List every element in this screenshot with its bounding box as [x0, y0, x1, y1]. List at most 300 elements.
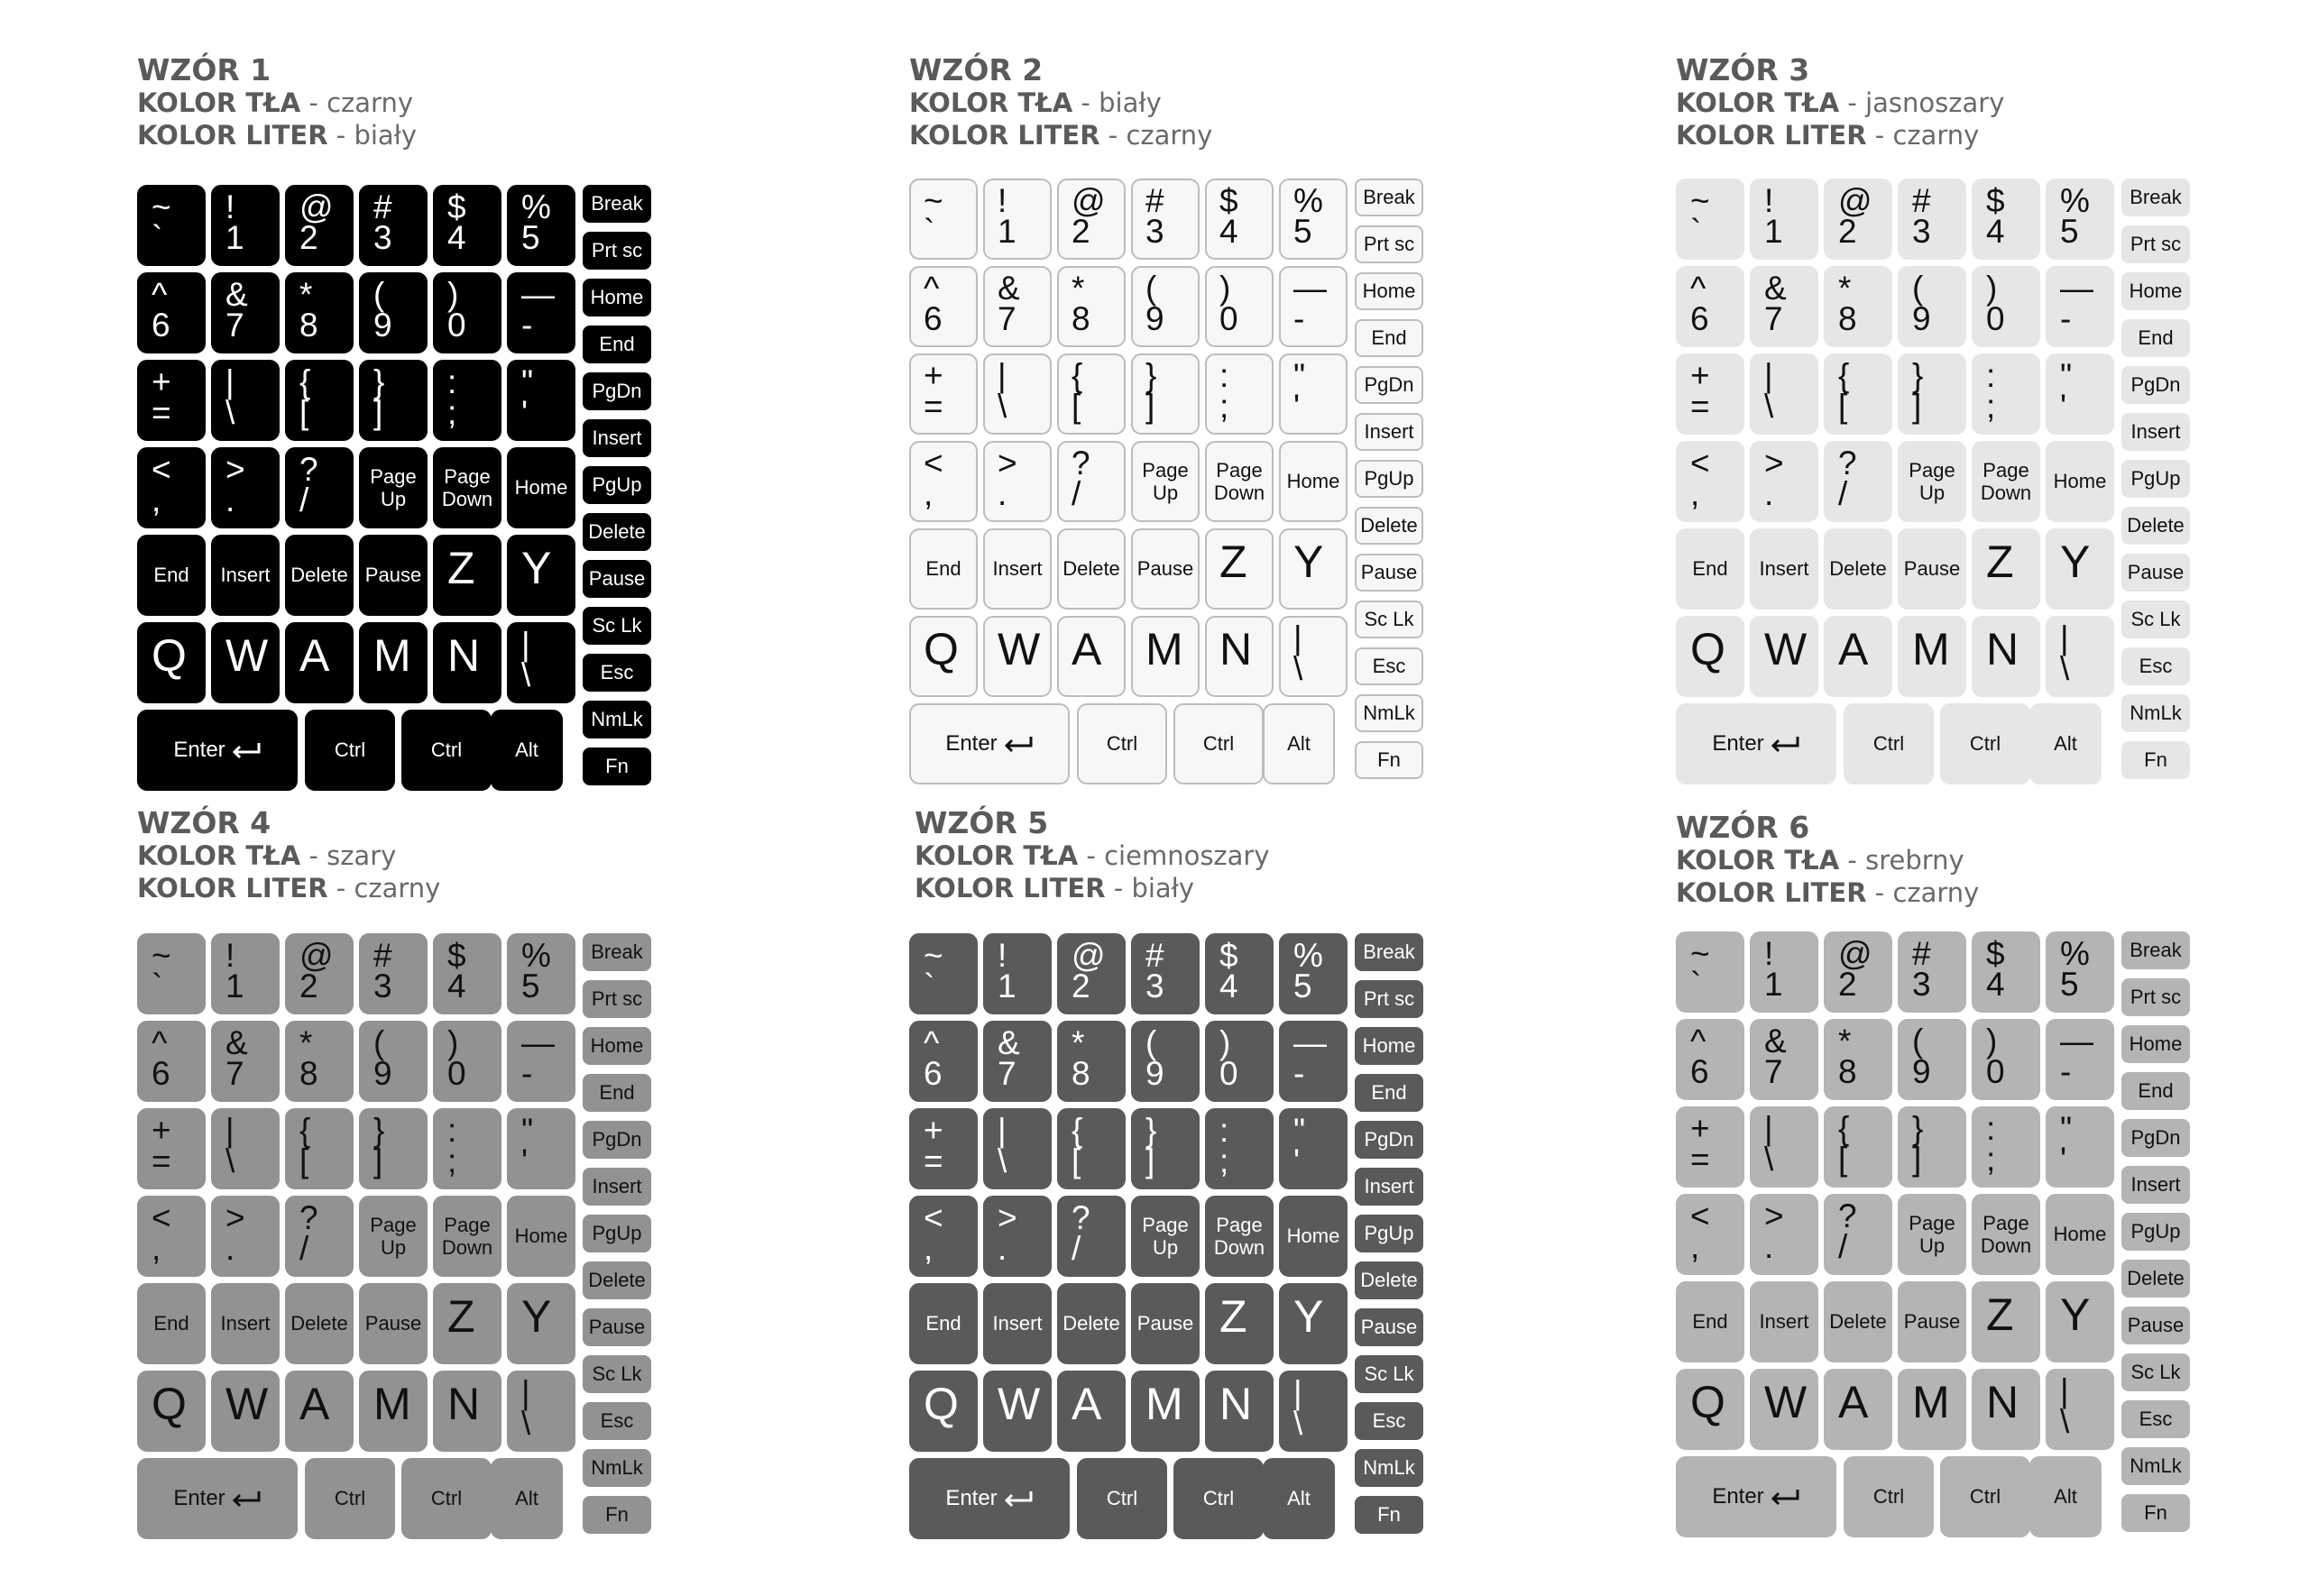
- key-symbol-symbol[interactable]: [1750, 1194, 1818, 1275]
- key-enter[interactable]: [137, 710, 298, 791]
- side-key-insert[interactable]: [583, 419, 651, 457]
- key-ctrl[interactable]: [1173, 703, 1264, 784]
- key-symbol-7[interactable]: [1750, 1019, 1818, 1100]
- key-symbol-symbol[interactable]: [211, 447, 280, 528]
- side-key-esc[interactable]: [583, 654, 651, 692]
- key-symbol-4[interactable]: [1205, 179, 1274, 260]
- key-symbol-symbol[interactable]: [1131, 353, 1200, 435]
- side-key-esc[interactable]: [1355, 1402, 1423, 1440]
- key-w[interactable]: [211, 1371, 280, 1452]
- key-page-up[interactable]: [1131, 1196, 1200, 1277]
- key-symbol-5[interactable]: [1279, 933, 1348, 1014]
- side-key-esc[interactable]: [2121, 647, 2190, 685]
- key-symbol-symbol[interactable]: [1676, 1194, 1744, 1275]
- side-key-home[interactable]: [2121, 272, 2190, 310]
- key-page-down[interactable]: [433, 447, 501, 528]
- key-delete[interactable]: [285, 1283, 354, 1364]
- key-q[interactable]: [137, 622, 206, 703]
- key-z[interactable]: [1205, 1283, 1274, 1364]
- side-key-nmlk[interactable]: [1355, 694, 1423, 732]
- key-symbol-symbol[interactable]: [1972, 1106, 2040, 1188]
- key-q[interactable]: [1676, 616, 1744, 697]
- key-symbol-symbol[interactable]: [137, 1196, 206, 1277]
- key-symbol-symbol[interactable]: [1824, 1194, 1892, 1275]
- key-a[interactable]: [285, 1371, 354, 1452]
- key-symbol-symbol[interactable]: [1676, 353, 1744, 435]
- key-insert[interactable]: [1750, 1281, 1818, 1362]
- key-symbol-symbol[interactable]: [2046, 1019, 2114, 1100]
- side-key-pause[interactable]: [583, 560, 651, 598]
- key-symbol-symbol[interactable]: [909, 1108, 978, 1189]
- key-symbol-2[interactable]: [285, 933, 354, 1014]
- side-key-pause[interactable]: [583, 1308, 651, 1346]
- side-key-nmlk[interactable]: [1355, 1449, 1423, 1487]
- key-symbol-symbol[interactable]: [2046, 266, 2114, 347]
- key-delete[interactable]: [1824, 1281, 1892, 1362]
- key-a[interactable]: [1824, 1369, 1892, 1450]
- key-z[interactable]: [433, 535, 501, 616]
- key-delete[interactable]: [1057, 528, 1126, 610]
- key-ctrl[interactable]: [305, 710, 395, 791]
- key-y[interactable]: [507, 1283, 575, 1364]
- key-alt[interactable]: [2029, 1456, 2102, 1537]
- side-key-prt-sc[interactable]: [1355, 225, 1423, 263]
- side-key-pgup[interactable]: [583, 466, 651, 504]
- key-symbol-1[interactable]: [983, 179, 1052, 260]
- key-symbol-symbol[interactable]: [983, 441, 1052, 522]
- side-key-home[interactable]: [1355, 272, 1423, 310]
- side-key-pause[interactable]: [2121, 554, 2190, 592]
- side-key-esc[interactable]: [1355, 647, 1423, 685]
- side-key-delete[interactable]: [1355, 507, 1423, 545]
- key-symbol-7[interactable]: [211, 1021, 280, 1102]
- key-symbol-8[interactable]: [285, 272, 354, 353]
- side-key-delete[interactable]: [583, 1261, 651, 1299]
- key-symbol-7[interactable]: [983, 266, 1052, 347]
- side-key-sc-lk[interactable]: [1355, 1355, 1423, 1393]
- side-key-home[interactable]: [583, 1027, 651, 1065]
- key-symbol-3[interactable]: [359, 933, 428, 1014]
- key-symbol-symbol[interactable]: [1750, 1106, 1818, 1188]
- key-symbol-symbol[interactable]: [1057, 441, 1126, 522]
- key-symbol-3[interactable]: [1131, 179, 1200, 260]
- key-symbol-3[interactable]: [1131, 933, 1200, 1014]
- key-m[interactable]: [359, 622, 428, 703]
- key-m[interactable]: [1898, 616, 1966, 697]
- key-symbol-symbol[interactable]: [285, 1108, 354, 1189]
- key-symbol-symbol[interactable]: [137, 360, 206, 441]
- key-enter[interactable]: [1676, 1456, 1836, 1537]
- key-home[interactable]: [2046, 441, 2114, 522]
- key-page-down[interactable]: [1205, 1196, 1274, 1277]
- key-insert[interactable]: [211, 1283, 280, 1364]
- side-key-nmlk[interactable]: [583, 1449, 651, 1487]
- key-w[interactable]: [1750, 616, 1818, 697]
- side-key-end[interactable]: [1355, 1074, 1423, 1112]
- key-q[interactable]: [1676, 1369, 1744, 1450]
- key-symbol-symbol[interactable]: [507, 1371, 575, 1452]
- key-enter[interactable]: [137, 1458, 298, 1539]
- key-symbol-symbol[interactable]: [211, 360, 280, 441]
- key-page-down[interactable]: [1972, 1194, 2040, 1275]
- side-key-home[interactable]: [2121, 1025, 2190, 1063]
- side-key-pause[interactable]: [1355, 554, 1423, 592]
- key-z[interactable]: [1972, 528, 2040, 610]
- side-key-pgdn[interactable]: [583, 372, 651, 410]
- key-symbol-8[interactable]: [285, 1021, 354, 1102]
- key-symbol-symbol[interactable]: [909, 441, 978, 522]
- key-symbol-symbol[interactable]: [1824, 353, 1892, 435]
- side-key-delete[interactable]: [1355, 1261, 1423, 1299]
- key-end[interactable]: [909, 1283, 978, 1364]
- key-symbol-1[interactable]: [211, 185, 280, 266]
- key-symbol-symbol[interactable]: [359, 1108, 428, 1189]
- key-symbol-8[interactable]: [1057, 266, 1126, 347]
- side-key-insert[interactable]: [1355, 1168, 1423, 1206]
- side-key-end[interactable]: [1355, 319, 1423, 357]
- side-key-sc-lk[interactable]: [2121, 1353, 2190, 1391]
- key-symbol-1[interactable]: [1750, 931, 1818, 1013]
- key-symbol-4[interactable]: [433, 185, 501, 266]
- key-symbol-4[interactable]: [1205, 933, 1274, 1014]
- key-symbol-2[interactable]: [1057, 933, 1126, 1014]
- key-symbol-symbol[interactable]: [1279, 1108, 1348, 1189]
- side-key-nmlk[interactable]: [2121, 1447, 2190, 1485]
- key-m[interactable]: [1131, 616, 1200, 697]
- side-key-break[interactable]: [2121, 179, 2190, 216]
- side-key-fn[interactable]: [1355, 1496, 1423, 1534]
- key-w[interactable]: [211, 622, 280, 703]
- key-pause[interactable]: [1898, 1281, 1966, 1362]
- key-alt[interactable]: [1263, 1458, 1335, 1539]
- key-symbol-symbol[interactable]: [983, 1108, 1052, 1189]
- key-symbol-symbol[interactable]: [2046, 1369, 2114, 1450]
- side-key-delete[interactable]: [2121, 1260, 2190, 1298]
- side-key-fn[interactable]: [2121, 1494, 2190, 1532]
- key-ctrl[interactable]: [1077, 1458, 1167, 1539]
- key-symbol-symbol[interactable]: [507, 360, 575, 441]
- side-key-pgup[interactable]: [1355, 1215, 1423, 1252]
- side-key-home[interactable]: [1355, 1027, 1423, 1065]
- key-symbol-symbol[interactable]: [1824, 1106, 1892, 1188]
- key-symbol-symbol[interactable]: [1205, 353, 1274, 435]
- key-home[interactable]: [2046, 1194, 2114, 1275]
- key-symbol-0[interactable]: [1972, 266, 2040, 347]
- key-q[interactable]: [137, 1371, 206, 1452]
- key-home[interactable]: [507, 447, 575, 528]
- key-home[interactable]: [1279, 441, 1348, 522]
- key-insert[interactable]: [1750, 528, 1818, 610]
- key-ctrl[interactable]: [1844, 703, 1934, 784]
- key-alt[interactable]: [2029, 703, 2102, 784]
- key-symbol-3[interactable]: [1898, 931, 1966, 1013]
- key-n[interactable]: [1972, 1369, 2040, 1450]
- side-key-esc[interactable]: [2121, 1400, 2190, 1438]
- key-symbol-0[interactable]: [1205, 1021, 1274, 1102]
- key-y[interactable]: [507, 535, 575, 616]
- key-end[interactable]: [1676, 528, 1744, 610]
- key-symbol-9[interactable]: [1898, 1019, 1966, 1100]
- side-key-fn[interactable]: [583, 748, 651, 785]
- key-symbol-symbol[interactable]: [137, 933, 206, 1014]
- key-symbol-3[interactable]: [1898, 179, 1966, 260]
- key-symbol-symbol[interactable]: [2046, 1106, 2114, 1188]
- key-symbol-9[interactable]: [359, 272, 428, 353]
- key-alt[interactable]: [1263, 703, 1335, 784]
- key-a[interactable]: [1824, 616, 1892, 697]
- side-key-home[interactable]: [583, 279, 651, 316]
- key-end[interactable]: [137, 1283, 206, 1364]
- key-symbol-symbol[interactable]: [507, 1021, 575, 1102]
- key-page-up[interactable]: [1898, 441, 1966, 522]
- key-w[interactable]: [1750, 1369, 1818, 1450]
- key-ctrl[interactable]: [305, 1458, 395, 1539]
- key-symbol-symbol[interactable]: [983, 353, 1052, 435]
- key-symbol-symbol[interactable]: [433, 360, 501, 441]
- key-symbol-symbol[interactable]: [983, 1196, 1052, 1277]
- key-page-up[interactable]: [1898, 1194, 1966, 1275]
- key-page-up[interactable]: [359, 447, 428, 528]
- side-key-break[interactable]: [1355, 933, 1423, 971]
- key-symbol-4[interactable]: [1972, 179, 2040, 260]
- key-symbol-7[interactable]: [1750, 266, 1818, 347]
- key-symbol-6[interactable]: [909, 1021, 978, 1102]
- side-key-end[interactable]: [2121, 319, 2190, 357]
- key-pause[interactable]: [1898, 528, 1966, 610]
- key-symbol-9[interactable]: [1898, 266, 1966, 347]
- key-page-down[interactable]: [1205, 441, 1274, 522]
- key-y[interactable]: [2046, 528, 2114, 610]
- key-end[interactable]: [1676, 1281, 1744, 1362]
- key-q[interactable]: [909, 1371, 978, 1452]
- side-key-delete[interactable]: [2121, 507, 2190, 545]
- key-z[interactable]: [1972, 1281, 2040, 1362]
- side-key-pgup[interactable]: [1355, 460, 1423, 498]
- side-key-end[interactable]: [583, 326, 651, 363]
- key-symbol-6[interactable]: [1676, 266, 1744, 347]
- key-a[interactable]: [285, 622, 354, 703]
- side-key-pause[interactable]: [2121, 1307, 2190, 1344]
- key-symbol-symbol[interactable]: [909, 179, 978, 260]
- key-symbol-0[interactable]: [433, 1021, 501, 1102]
- key-symbol-symbol[interactable]: [507, 272, 575, 353]
- side-key-sc-lk[interactable]: [1355, 601, 1423, 638]
- key-end[interactable]: [909, 528, 978, 610]
- side-key-pgup[interactable]: [2121, 460, 2190, 498]
- key-symbol-symbol[interactable]: [2046, 353, 2114, 435]
- key-ctrl[interactable]: [1940, 1456, 2030, 1537]
- key-a[interactable]: [1057, 616, 1126, 697]
- key-symbol-symbol[interactable]: [1676, 931, 1744, 1013]
- key-symbol-9[interactable]: [1131, 266, 1200, 347]
- key-n[interactable]: [433, 1371, 501, 1452]
- key-symbol-symbol[interactable]: [433, 1108, 501, 1189]
- key-m[interactable]: [1898, 1369, 1966, 1450]
- key-symbol-symbol[interactable]: [1898, 1106, 1966, 1188]
- key-symbol-5[interactable]: [1279, 179, 1348, 260]
- side-key-fn[interactable]: [1355, 741, 1423, 779]
- side-key-end[interactable]: [583, 1074, 651, 1112]
- key-symbol-symbol[interactable]: [1057, 353, 1126, 435]
- key-alt[interactable]: [491, 1458, 563, 1539]
- key-symbol-symbol[interactable]: [359, 360, 428, 441]
- key-symbol-3[interactable]: [359, 185, 428, 266]
- key-symbol-6[interactable]: [1676, 1019, 1744, 1100]
- key-symbol-5[interactable]: [2046, 931, 2114, 1013]
- key-ctrl[interactable]: [401, 710, 492, 791]
- key-symbol-6[interactable]: [137, 1021, 206, 1102]
- key-page-up[interactable]: [1131, 441, 1200, 522]
- side-key-pause[interactable]: [1355, 1308, 1423, 1346]
- key-symbol-6[interactable]: [137, 272, 206, 353]
- key-z[interactable]: [433, 1283, 501, 1364]
- key-y[interactable]: [1279, 1283, 1348, 1364]
- side-key-prt-sc[interactable]: [583, 232, 651, 270]
- key-q[interactable]: [909, 616, 978, 697]
- key-symbol-symbol[interactable]: [285, 360, 354, 441]
- key-pause[interactable]: [359, 1283, 428, 1364]
- key-symbol-symbol[interactable]: [909, 933, 978, 1014]
- side-key-insert[interactable]: [1355, 413, 1423, 451]
- key-symbol-symbol[interactable]: [1279, 1371, 1348, 1452]
- side-key-sc-lk[interactable]: [2121, 601, 2190, 638]
- key-m[interactable]: [1131, 1371, 1200, 1452]
- key-symbol-symbol[interactable]: [507, 622, 575, 703]
- key-insert[interactable]: [211, 535, 280, 616]
- key-symbol-symbol[interactable]: [1279, 1021, 1348, 1102]
- key-symbol-0[interactable]: [433, 272, 501, 353]
- key-symbol-8[interactable]: [1824, 1019, 1892, 1100]
- key-page-down[interactable]: [1972, 441, 2040, 522]
- side-key-fn[interactable]: [583, 1496, 651, 1534]
- key-end[interactable]: [137, 535, 206, 616]
- key-pause[interactable]: [1131, 528, 1200, 610]
- key-symbol-symbol[interactable]: [137, 185, 206, 266]
- key-symbol-4[interactable]: [433, 933, 501, 1014]
- key-symbol-symbol[interactable]: [1279, 266, 1348, 347]
- key-symbol-symbol[interactable]: [1131, 1108, 1200, 1189]
- key-symbol-symbol[interactable]: [507, 1108, 575, 1189]
- side-key-delete[interactable]: [583, 513, 651, 551]
- side-key-end[interactable]: [2121, 1072, 2190, 1110]
- key-symbol-symbol[interactable]: [909, 353, 978, 435]
- key-symbol-7[interactable]: [983, 1021, 1052, 1102]
- side-key-insert[interactable]: [583, 1168, 651, 1206]
- key-symbol-5[interactable]: [507, 185, 575, 266]
- key-symbol-symbol[interactable]: [1057, 1196, 1126, 1277]
- key-symbol-symbol[interactable]: [137, 447, 206, 528]
- key-symbol-symbol[interactable]: [1824, 441, 1892, 522]
- key-w[interactable]: [983, 616, 1052, 697]
- key-symbol-7[interactable]: [211, 272, 280, 353]
- side-key-esc[interactable]: [583, 1402, 651, 1440]
- key-page-down[interactable]: [433, 1196, 501, 1277]
- key-symbol-8[interactable]: [1824, 266, 1892, 347]
- side-key-prt-sc[interactable]: [2121, 225, 2190, 263]
- key-insert[interactable]: [983, 1283, 1052, 1364]
- key-symbol-8[interactable]: [1057, 1021, 1126, 1102]
- side-key-fn[interactable]: [2121, 741, 2190, 779]
- key-n[interactable]: [1205, 616, 1274, 697]
- key-symbol-0[interactable]: [1205, 266, 1274, 347]
- key-pause[interactable]: [1131, 1283, 1200, 1364]
- key-w[interactable]: [983, 1371, 1052, 1452]
- key-delete[interactable]: [1824, 528, 1892, 610]
- key-a[interactable]: [1057, 1371, 1126, 1452]
- side-key-sc-lk[interactable]: [583, 607, 651, 645]
- side-key-insert[interactable]: [2121, 1166, 2190, 1204]
- key-enter[interactable]: [909, 1458, 1070, 1539]
- key-symbol-symbol[interactable]: [1898, 353, 1966, 435]
- key-symbol-9[interactable]: [1131, 1021, 1200, 1102]
- key-symbol-symbol[interactable]: [211, 1196, 280, 1277]
- key-symbol-2[interactable]: [285, 185, 354, 266]
- key-symbol-symbol[interactable]: [1057, 1108, 1126, 1189]
- key-symbol-2[interactable]: [1057, 179, 1126, 260]
- key-symbol-1[interactable]: [983, 933, 1052, 1014]
- key-symbol-9[interactable]: [359, 1021, 428, 1102]
- side-key-nmlk[interactable]: [2121, 694, 2190, 732]
- key-symbol-4[interactable]: [1972, 931, 2040, 1013]
- key-symbol-symbol[interactable]: [1750, 441, 1818, 522]
- key-insert[interactable]: [983, 528, 1052, 610]
- key-delete[interactable]: [285, 535, 354, 616]
- key-z[interactable]: [1205, 528, 1274, 610]
- key-ctrl[interactable]: [1844, 1456, 1934, 1537]
- key-m[interactable]: [359, 1371, 428, 1452]
- key-symbol-symbol[interactable]: [285, 1196, 354, 1277]
- key-symbol-symbol[interactable]: [1205, 1108, 1274, 1189]
- key-y[interactable]: [1279, 528, 1348, 610]
- key-home[interactable]: [1279, 1196, 1348, 1277]
- key-ctrl[interactable]: [1173, 1458, 1264, 1539]
- key-home[interactable]: [507, 1196, 575, 1277]
- side-key-pgup[interactable]: [2121, 1213, 2190, 1251]
- side-key-prt-sc[interactable]: [583, 980, 651, 1018]
- key-symbol-symbol[interactable]: [1676, 441, 1744, 522]
- key-alt[interactable]: [491, 710, 563, 791]
- key-symbol-symbol[interactable]: [1676, 1106, 1744, 1188]
- key-symbol-5[interactable]: [2046, 179, 2114, 260]
- side-key-prt-sc[interactable]: [1355, 980, 1423, 1018]
- key-symbol-symbol[interactable]: [1750, 353, 1818, 435]
- key-n[interactable]: [1205, 1371, 1274, 1452]
- key-y[interactable]: [2046, 1281, 2114, 1362]
- key-symbol-symbol[interactable]: [285, 447, 354, 528]
- key-symbol-2[interactable]: [1824, 931, 1892, 1013]
- side-key-break[interactable]: [583, 185, 651, 223]
- key-enter[interactable]: [1676, 703, 1836, 784]
- key-symbol-symbol[interactable]: [1972, 353, 2040, 435]
- key-n[interactable]: [433, 622, 501, 703]
- side-key-pgdn[interactable]: [2121, 1119, 2190, 1157]
- key-symbol-1[interactable]: [211, 933, 280, 1014]
- side-key-break[interactable]: [1355, 179, 1423, 216]
- key-symbol-symbol[interactable]: [909, 1196, 978, 1277]
- key-symbol-symbol[interactable]: [1279, 616, 1348, 697]
- side-key-insert[interactable]: [2121, 413, 2190, 451]
- side-key-break[interactable]: [583, 933, 651, 971]
- key-symbol-symbol[interactable]: [137, 1108, 206, 1189]
- side-key-pgdn[interactable]: [583, 1121, 651, 1159]
- side-key-break[interactable]: [2121, 931, 2190, 969]
- key-ctrl[interactable]: [1077, 703, 1167, 784]
- side-key-sc-lk[interactable]: [583, 1355, 651, 1393]
- key-delete[interactable]: [1057, 1283, 1126, 1364]
- key-n[interactable]: [1972, 616, 2040, 697]
- key-symbol-symbol[interactable]: [2046, 616, 2114, 697]
- key-symbol-2[interactable]: [1824, 179, 1892, 260]
